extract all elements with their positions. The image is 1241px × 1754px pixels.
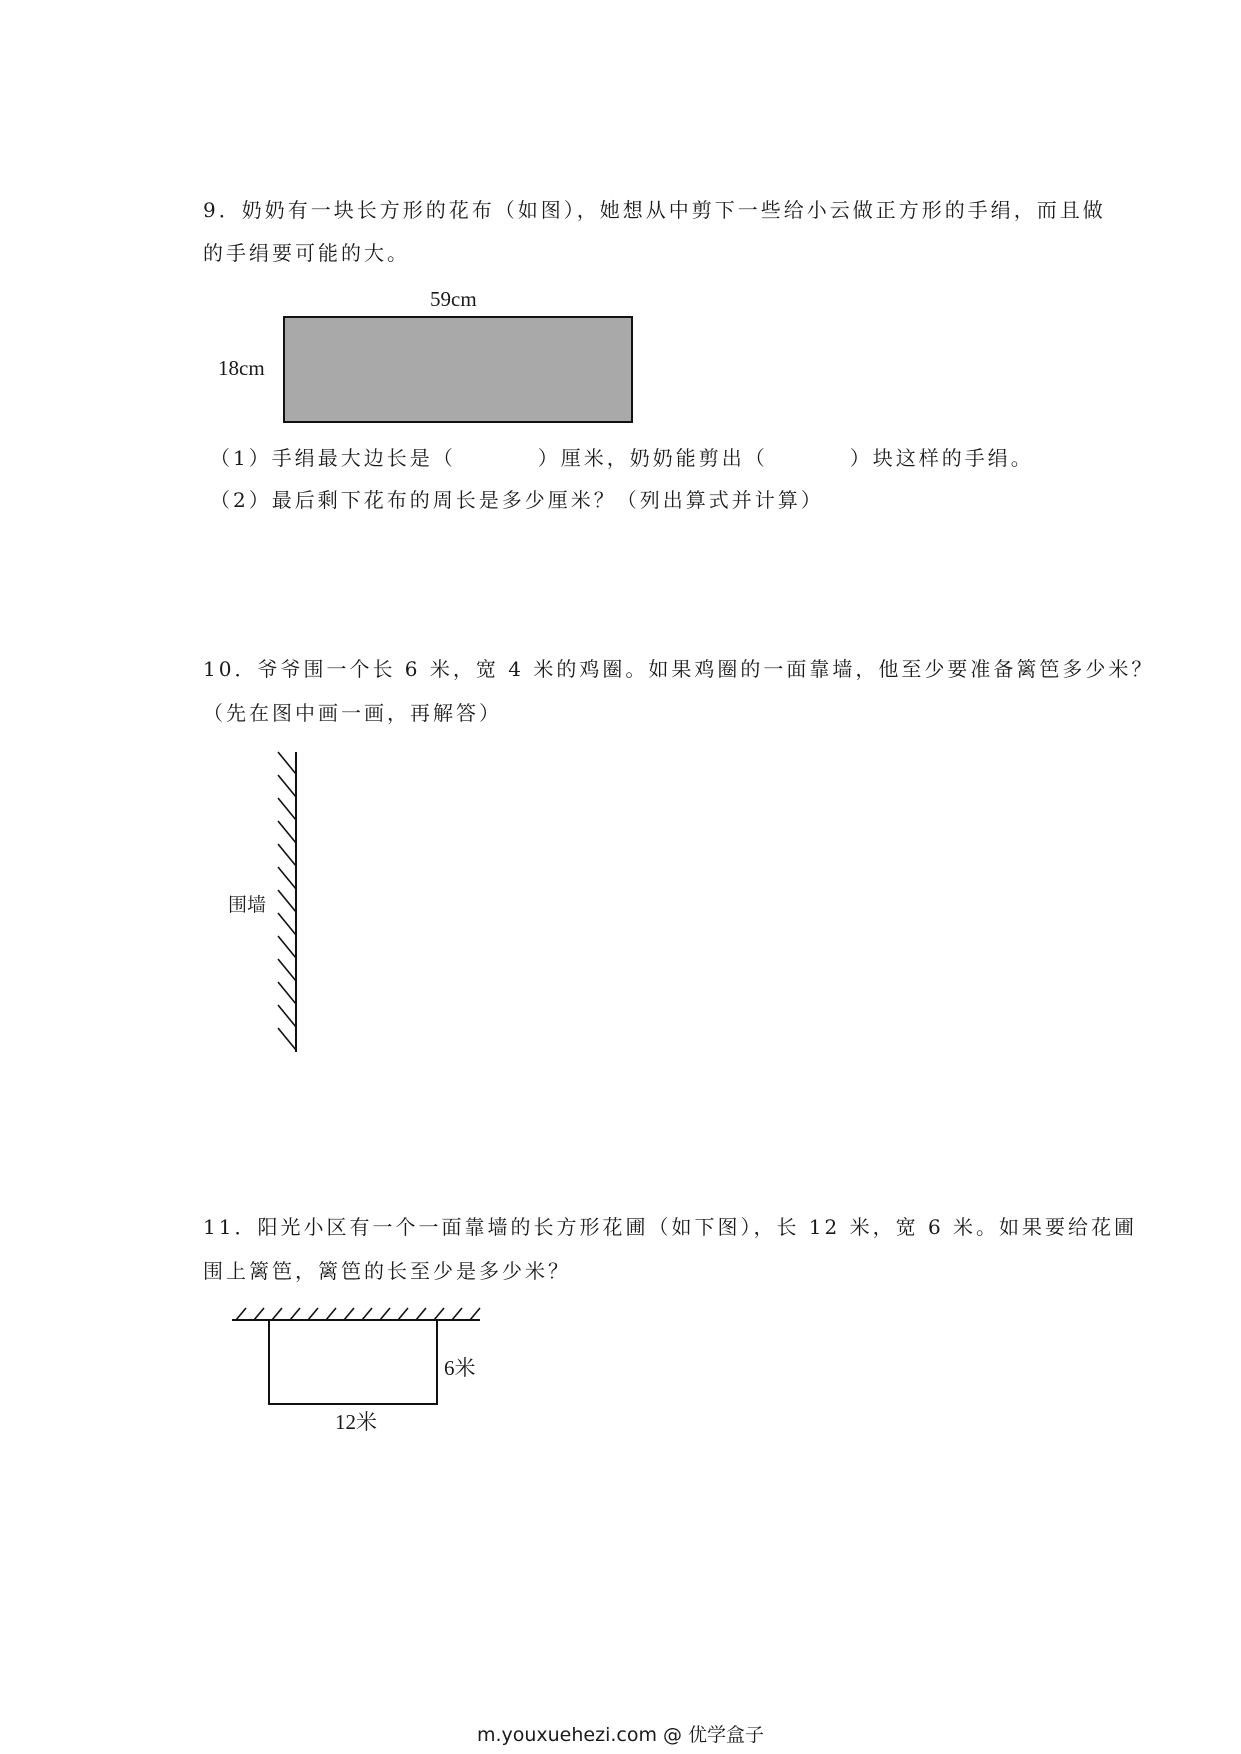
wall-hatch-mark [278,959,296,981]
q9-text-line1: 9．奶奶有一块长方形的花布（如图），她想从中剪下一些给小云做正方形的手绢，而且做 [203,198,1106,222]
wall-hatch-mark [416,1308,426,1320]
wall-hatch-mark [278,775,296,797]
wall-hatch-mark [278,821,296,843]
wall-hatch-mark [278,798,296,820]
wall-hatch-mark [380,1308,390,1320]
q11-text-line2: 围上篱笆，篱笆的长至少是多少米？ [203,1259,571,1283]
wall-hatch-mark [344,1308,354,1320]
wall-hatch-mark [398,1308,408,1320]
wall-hatch-mark [272,1308,282,1320]
wall-hatch-mark [290,1308,300,1320]
q9-sub1-part-c: ）块这样的手绢。 [849,446,1034,470]
q11-bottom-label: 12米 [335,1410,377,1434]
q9-width-label: 59cm [430,287,477,311]
wall-hatch-mark [434,1308,444,1320]
q9-text-line2: 的手绢要可能的大。 [203,241,410,265]
wall-hatch-mark [254,1308,264,1320]
wall-hatch-mark [470,1308,480,1320]
q10-wall-hatching [278,752,296,1050]
wall-hatch-mark [452,1308,462,1320]
q10-text-line2: （先在图中画一画，再解答） [203,701,502,725]
wall-hatch-mark [278,936,296,958]
q9-height-label: 18cm [218,356,265,380]
wall-hatch-mark [236,1308,246,1320]
q11-wall-hatching [236,1308,480,1320]
wall-hatch-mark [278,752,296,774]
q10-text-line1: 10．爷爷围一个长 6 米，宽 4 米的鸡圈。如果鸡圈的一面靠墙，他至少要准备篱笆多少米？ [203,657,1155,681]
wall-hatch-mark [278,982,296,1004]
wall-hatch-mark [278,1005,296,1027]
wall-hatch-mark [362,1308,372,1320]
wall-hatch-mark [278,1028,296,1050]
wall-hatch-mark [278,890,296,912]
q9-cloth-rectangle [284,317,632,422]
wall-hatch-mark [308,1308,318,1320]
q10-wall-label: 围墙 [228,895,267,916]
q11-side-label: 6米 [444,1356,476,1380]
wall-hatch-mark [326,1308,336,1320]
q9-subquestion-2: （2）最后剩下花布的周长是多少厘米？（列出算式并计算） [210,488,824,512]
wall-hatch-mark [278,867,296,889]
q11-garden-rectangle [269,1320,437,1404]
q9-sub1-part-a: （1）手绢最大边长是（ [210,446,456,470]
wall-hatch-mark [278,913,296,935]
footer-watermark: m.youxuehezi.com @ 优学盒子 [476,1724,765,1746]
q9-sub1-part-b: ）厘米，奶奶能剪出（ [537,446,768,470]
wall-hatch-mark [278,844,296,866]
q11-text-line1: 11．阳光小区有一个一面靠墙的长方形花圃（如下图），长 12 米，宽 6 米。如果要给花圃 [203,1215,1138,1239]
